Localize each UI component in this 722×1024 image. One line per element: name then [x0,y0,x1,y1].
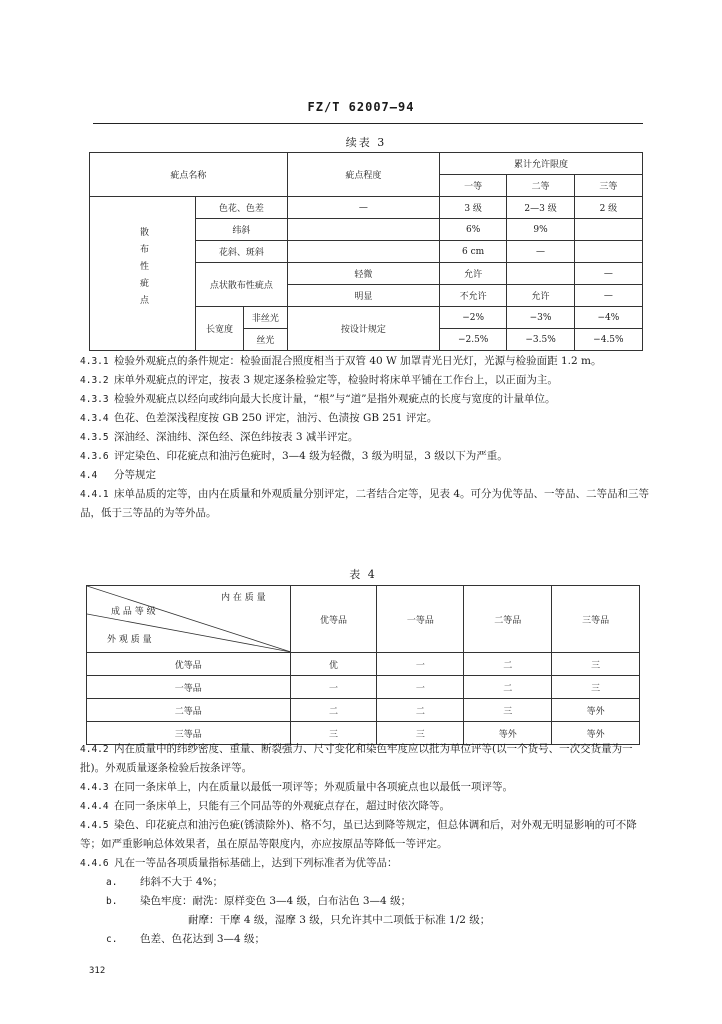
row-skew-g3 [574,219,642,241]
row-dot-defect: 点状散布性疵点 [196,263,288,307]
row-skew-g2: 9% [507,219,574,241]
list-marker: a. [106,877,118,888]
table-cell: 等外 [552,699,640,722]
row-pattern-skew-g1: 6 cm [439,241,506,263]
col-third: 三等品 [552,586,640,653]
page-number: 312 [89,966,106,976]
para-number: 4.3.6 [80,451,109,462]
row-pattern-skew-g2: — [507,241,574,263]
row-length-width-degree: 按设计规定 [287,307,439,351]
para-number: 4.3.3 [80,394,109,405]
para-text: 评定染色、印花疵点和油污色疵时，3—4 级为轻微，3 级为明显，3 级以下为严重。 [114,450,508,462]
row-non-mercerized-g3: −4% [574,307,642,329]
row-color: 色花、色差 [196,197,288,219]
table-cell: 一 [377,676,464,699]
para-number: 4.4 [80,470,98,481]
para-text: 染色、印花疵点和油污色疵(锈渍除外)、格不匀，虽已达到降等规定，但总体调和后，对外观无明显影响的可不降等；如严重影响总体效果者，虽在原品等限度内，亦应按原品等降低一等评定。 [80,819,637,850]
section-4-3 [80,352,650,523]
para-number: 4.3.4 [80,413,109,424]
col-premium: 优等品 [290,586,377,653]
para-text: 检验外观疵点以经向或纬向最大长度计量，“根”与“道”是指外观疵点的长度与宽度的计量单位。 [114,393,556,405]
diagonal-header [87,586,291,653]
row-skew: 纬斜 [196,219,288,241]
table-cell: 等外 [464,722,552,745]
group-label-scattered [90,197,196,351]
row-dot-slight-g1: 允许 [439,263,506,285]
table-cell: 三 [552,676,640,699]
row-color-degree: — [287,197,439,219]
header-defect-name: 疵点名称 [90,153,288,197]
table-cell: 三 [552,653,640,676]
col-second: 二等品 [464,586,552,653]
para-number: 4.4.1 [80,489,109,500]
para-text: 色花、色差深浅程度按 GB 250 评定，油污、色渍按 GB 251 评定。 [114,412,438,424]
diag-appearance-quality: 外 观 质 量 [107,635,152,645]
diag-inner-quality: 内 在 质 量 [221,593,266,603]
row-dot-slight-g3: — [574,263,642,285]
para-number: 4.3.5 [80,432,109,443]
table-cell: 二 [377,699,464,722]
para-text: 床单外观疵点的评定，按表 3 规定逐条检验定等，检验时将床单平铺在工作台上，以正面为主。 [114,374,558,386]
table3-caption: 续表 3 [345,136,387,149]
row-color-g2: 2—3 级 [507,197,574,219]
table-cell: 等外 [552,722,640,745]
row-label: 优等品 [87,653,291,676]
grade-2: 二等 [507,175,574,197]
row-skew-degree [287,219,439,241]
col-first: 一等品 [377,586,464,653]
list-marker: b. [106,896,118,907]
row-color-g1: 3 级 [439,197,506,219]
row-length-width: 长宽度 [196,307,244,351]
para-4-3-3 [80,390,650,409]
table-cell: 一 [290,676,377,699]
para-4-4-1 [80,485,650,523]
para-number: 4.4.5 [80,820,109,831]
header-defect-degree: 疵点程度 [287,153,439,197]
row-mercerized-g1: −2.5% [439,329,506,351]
table3 [89,152,643,351]
grade-1: 一等 [439,175,506,197]
para-4-3-5 [80,428,650,447]
row-color-g3: 2 级 [574,197,642,219]
list-item [80,930,650,949]
row-non-mercerized: 非丝光 [243,307,287,329]
row-non-mercerized-g2: −3% [507,307,574,329]
list-item [80,892,650,911]
row-pattern-skew: 花斜、斑斜 [196,241,288,263]
header-rule [93,123,643,124]
table-cell: 三 [290,722,377,745]
para-number: 4.4.4 [80,801,109,812]
para-text: 在同一条床单上，只能有三个同品等的外观疵点存在，超过时依次降等。 [114,800,450,812]
row-pattern-skew-g3 [574,241,642,263]
section-4-4 [80,740,650,949]
para-4-4-5 [80,816,650,854]
para-4-3-2 [80,371,650,390]
para-4-4-2 [80,740,650,778]
para-number: 4.3.1 [80,356,109,367]
row-label: 二等品 [87,699,291,722]
row-dot-slight: 轻微 [287,263,439,285]
table-cell: 三 [464,699,552,722]
list-item [80,873,650,892]
para-4-3-6 [80,447,650,466]
row-dot-obvious-g1: 不允许 [439,285,506,307]
para-number: 4.4.6 [80,858,109,869]
para-number: 4.4.2 [80,744,109,755]
diag-product-grade: 成 品 等 级 [111,607,156,617]
list-text: 耐摩：干摩 4 级，湿摩 3 级，只允许其中二项低于标准 1/2 级； [188,914,491,926]
row-mercerized-g3: −4.5% [574,329,642,351]
table-cell: 二 [464,653,552,676]
list-text: 染色牢度：耐洗：原样变色 3—4 级，白布沾色 3—4 级； [140,895,412,907]
row-label: 三等品 [87,722,291,745]
row-non-mercerized-g1: −2% [439,307,506,329]
para-text: 分等规定 [114,469,156,481]
list-marker: c. [106,934,118,945]
row-dot-obvious: 明显 [287,285,439,307]
row-skew-g1: 6% [439,219,506,241]
para-number: 4.4.3 [80,782,109,793]
para-4-3-1 [80,352,650,371]
row-pattern-skew-degree [287,241,439,263]
para-4-3-4 [80,409,650,428]
document-header: FZ/T 62007—94 [307,100,415,114]
table-cell: 一 [377,653,464,676]
list-item [80,911,650,930]
diagonal-header-box [87,586,290,652]
para-4-4 [80,466,650,485]
table-cell: 三 [377,722,464,745]
table4 [86,585,640,745]
para-text: 凡在一等品各项质量指标基础上，达到下列标准者为优等品： [114,857,398,869]
row-dot-obvious-g2: 允许 [507,285,574,307]
grade-3: 三等 [574,175,642,197]
para-text: 在同一条床单上，内在质量以最低一项评等；外观质量中各项疵点也以最低一项评等。 [114,781,513,793]
group-label-text: 散布性疵点 [138,226,148,312]
row-label: 一等品 [87,676,291,699]
table-cell: 二 [464,676,552,699]
row-mercerized: 丝光 [243,329,287,351]
para-text: 检验外观疵点的条件规定：检验面混合照度相当于双管 40 W 加罩青光日光灯，光源与检验面距 1.2 m。 [114,355,602,367]
para-4-4-6 [80,854,650,873]
list-text: 色差、色花达到 3—4 级； [140,933,266,945]
table-cell: 优 [290,653,377,676]
para-text: 内在质量中的纬纱密度、重量、断裂强力、尺寸变化和染色牢度应以批为单位评等(以一个货号、一次交货量为一批)。外观质量逐条检验后按条评等。 [80,743,633,774]
para-number: 4.3.2 [80,375,109,386]
row-dot-obvious-g3: — [574,285,642,307]
para-4-4-4 [80,797,650,816]
para-4-4-3 [80,778,650,797]
para-text: 床单品质的定等，由内在质量和外观质量分别评定，二者结合定等，见表 4。可分为优等品、一等品、二等品和三等品，低于三等品的为等外品。 [80,488,650,519]
row-mercerized-g2: −3.5% [507,329,574,351]
table4-caption: 表 4 [349,568,377,581]
list-text: 纬斜不大于 4%； [140,876,223,888]
header-cumulative-limit: 累计允许限度 [439,153,642,175]
row-dot-slight-g2 [507,263,574,285]
table-cell: 二 [290,699,377,722]
para-text: 深油经、深油纬、深色经、深色纬按表 3 减半评定。 [114,431,359,443]
